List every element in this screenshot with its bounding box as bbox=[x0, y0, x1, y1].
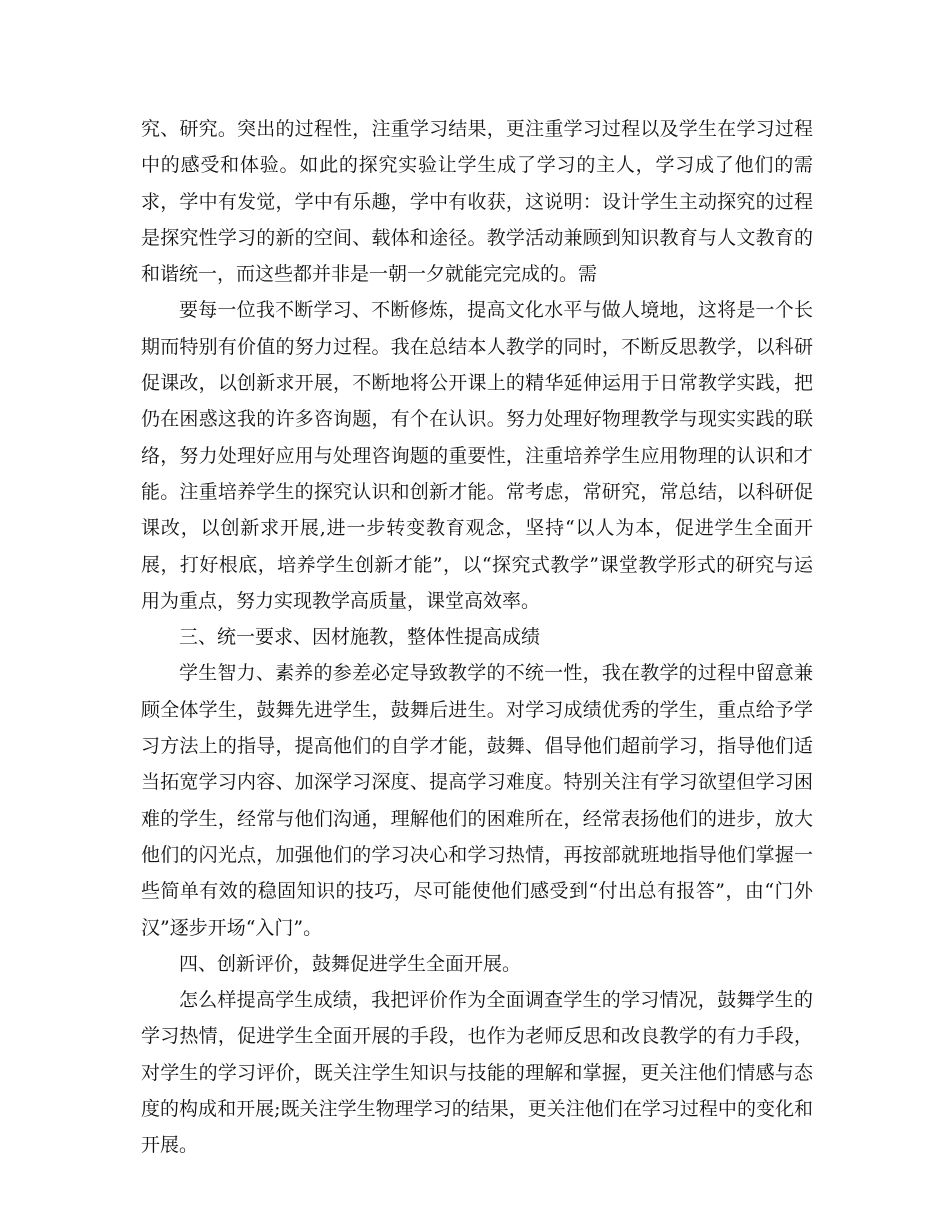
paragraph-evaluation: 怎么样提高学生成绩，我把评价作为全面调查学生的学习情况，鼓舞学生的学习热情，促进学生全面开展的手段，也作为老师反思和改良教学的有力手段，对学生的学习评价，既关注学生知识与技能的理解和掌握，更关注他们情感与态度的构成和开展;既关注学生物理学习的结果，更关注他们在学习过程中的变化和开展。 bbox=[141, 989, 813, 1157]
paragraph-differentiated-teaching: 学生智力、素养的参差必定导致教学的不统一性，我在教学的过程中留意兼顾全体学生，鼓舞先进学生，鼓舞后进生。对学习成绩优秀的学生，重点给予学习方法上的指导，提高他们的自学才能，鼓舞、倡导他们超前学习，指导他们适当拓宽学习内容、加深学习深度、提高学习难度。特别关注有学习欲望但学习困难的学生，经常与他们沟通，理解他们的困难所在，经常表扬他们的进步，放大他们的闪光点，加强他们的学习决心和学习热情，再按部就班地指导他们掌握一些简单有效的稳固知识的技巧，尽可能使他们感受到“付出总有报答”，由“门外汉”逐步开场“入门”。 bbox=[141, 662, 813, 939]
document-body bbox=[141, 111, 813, 1164]
paragraph-continuation: 究、研究。突出的过程性，注重学习结果，更注重学习过程以及学生在学习过程中的感受和体验。如此的探究实验让学生成了学习的主人，学习成了他们的需求，学中有发觉，学中有乐趣，学中有收获，这说明：设计学生主动探究的过程是探究性学习的新的空间、载体和途径。教学活动兼顾到知识教育与人文教育的和谐统一，而这些都并非是一朝一夕就能完完成的。需 bbox=[141, 118, 813, 286]
section-heading-3: 三、统一要求、因材施教，整体性提高成绩 bbox=[179, 626, 541, 649]
section-heading-4: 四、创新评价，鼓舞促进学生全面开展。 bbox=[179, 952, 522, 975]
paragraph-self-improvement: 要每一位我不断学习、不断修炼，提高文化水平与做人境地，这将是一个长期而特别有价值的努力过程。我在总结本人教学的同时，不断反思教学，以科研促课改，以创新求开展，不断地将公开课上的精华延伸运用于日常教学实践，把仍在困惑这我的许多咨询题，有个在认识。努力处理好物理教学与现实实践的联络，努力处理好应用与处理咨询题的重要性，注重培养学生应用物理的认识和才能。注重培养学生的探究认识和创新才能。常考虑，常研究，常总结，以科研促课改，以创新求开展,进一步转变教育观念，坚持“以人为本，促进学生全面开展，打好根底，培养学生创新才能”，以“探究式教学”课堂教学形式的研究与运用为重点，努力实现教学高质量，课堂高效率。 bbox=[141, 299, 813, 612]
